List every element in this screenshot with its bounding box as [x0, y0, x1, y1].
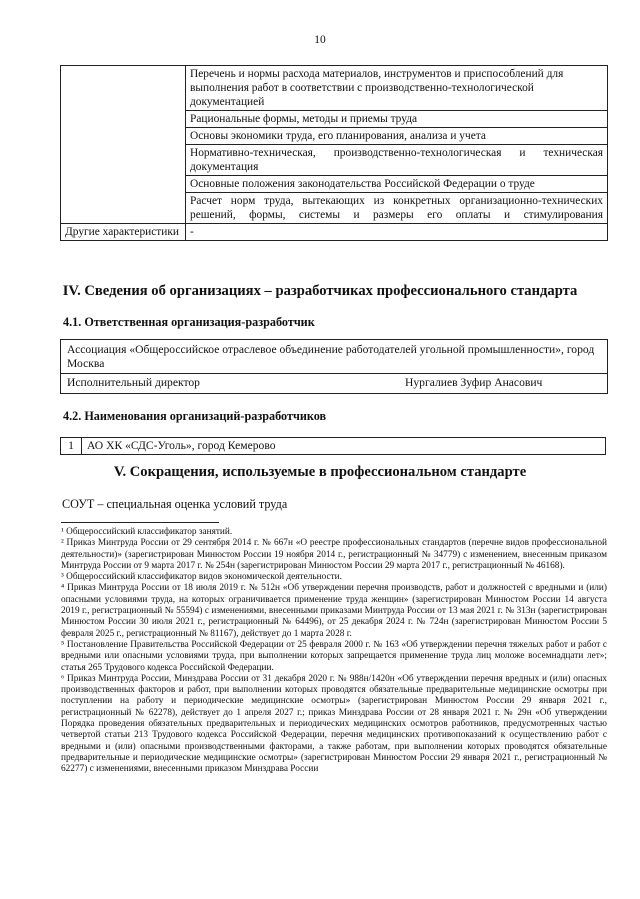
table-row: [61, 224, 608, 241]
developer-organization-name: АО ХК «СДС-Уголь», город Кемерово: [82, 438, 606, 455]
footnote-divider: [61, 522, 219, 523]
table-label-cell-empty: [61, 66, 186, 224]
knowledge-item: Нормативно-техническая, производственно-технологическая и техническая документация: [186, 145, 608, 176]
section-5-title: V. Сокращения, используемые в профессиональном стандарте: [113, 464, 527, 480]
subsection-4-1-title: 4.1. Ответственная организация-разработчик: [63, 315, 315, 329]
abbreviation-item: СОУТ – специальная оценка условий труда: [62, 497, 288, 511]
footnotes: [61, 527, 607, 776]
developer-organizations-table: [60, 437, 606, 455]
subsection-4-2-title: 4.2. Наименования организаций-разработчиков: [63, 409, 327, 423]
footnote-4: ⁴ Приказ Минтруда России от 18 июля 2019 г. № 512н «Об утверждении перечня производств, работ и должностей с вредными и (или) опасными условиями труда, на которых ограничивается применение труда женщин» (зарегистрирован Минюстом России 14 августа 2019 г., регистрационный № 55594) с изменениями, внесенными приказами Минтруда России от 13 мая 2021 г. № 313н (зарегистрирован Минюстом России 30 июля 2021 г., регистрационный № 64496), от 25 декабря 2024 г. № 724н (зарегистрирован Минюстом России 5 февраля 2025 г., регистрационный № 81167), действует до 1 марта 2028 г.: [61, 583, 607, 639]
head-name: Нургалиев Зуфир Анасович: [405, 376, 543, 389]
knowledge-item: Рациональные формы, методы и приемы труда: [186, 111, 608, 128]
responsible-organization-box: [60, 339, 608, 394]
knowledge-item: Основные положения законодательства Российской Федерации о труде: [186, 176, 608, 193]
page-number: 10: [314, 34, 326, 46]
knowledge-item: Расчет норм труда, вытекающих из конкретных организационно-технических решений, формы, системы и размеры его оплаты и стимулирования: [186, 193, 608, 224]
head-position: Исполнительный директор: [67, 376, 200, 389]
section-4-title: IV. Сведения об организациях – разработчиках профессионального стандарта: [62, 283, 578, 299]
organization-head-row: [61, 374, 607, 393]
organization-name: Ассоциация «Общероссийское отраслевое объединение работодателей угольной промышленности», город Москва: [61, 340, 607, 374]
other-characteristics-label: Другие характеристики: [61, 224, 186, 241]
knowledge-item: Перечень и нормы расхода материалов, инструментов и приспособлений для выполнения работ в соответствии с производственно-технологической документацией: [186, 66, 608, 111]
footnote-6: ⁶ Приказ Минтруда России, Минздрава России от 31 декабря 2020 г. № 988н/1420н «Об утверждении перечня вредных и (или) опасных производственных факторов и работ, при выполнении которых проводятся обязательные предварительные медицинские осмотры при поступлении на работу и периодические медицинские осмотры» (зарегистрирован Минюстом России 29 января 2021 г., регистрационный № 62278), действует до 1 апреля 2027 г.; приказ Минздрава России от 28 января 2021 г. № 29н «Об утверждении Порядка проведения обязательных предварительных и периодических медицинских осмотров работников, предусмотренных частью четвертой статьи 213 Трудового кодекса Российской Федерации, перечня медицинских противопоказаний к осуществлению работ с вредными и (или) опасными производственными факторами, а также работам, при выполнении которых проводятся обязательные предварительные и периодические медицинские осмотры» (зарегистрирован Минюстом России 29 января 2021 г., регистрационный № 62277) с изменениями, внесенными приказом Минздрава России: [61, 673, 607, 775]
footnote-2: ² Приказ Минтруда России от 29 сентября 2014 г. № 667н «О реестре профессиональных стандартов (перечне видов профессиональной деятельности)» (зарегистрирован Минюстом России 19 ноября 2014 г., регистрационный № 34779) с изменением, внесенным приказом Минтруда России от 9 марта 2017 г. № 254н (зарегистрирован Минюстом России 29 марта 2017 г., регистрационный № 46168).: [61, 538, 607, 571]
footnote-5: ⁵ Постановление Правительства Российской Федерации от 25 февраля 2000 г. № 163 «Об утверждении перечня тяжелых работ и работ с вредными или опасными условиями труда, при выполнении которых запрещается применение труда лиц моложе восемнадцати лет»; статья 265 Трудового кодекса Российской Федерации.: [61, 639, 607, 673]
table-row: [61, 438, 606, 455]
knowledge-table: [60, 65, 608, 241]
other-characteristics-value: -: [186, 224, 608, 241]
footnote-3: ³ Общероссийский классификатор видов экономической деятельности.: [61, 572, 342, 583]
table-row: [61, 66, 608, 111]
knowledge-item: Основы экономики труда, его планирования, анализа и учета: [186, 128, 608, 145]
row-number: 1: [61, 438, 82, 455]
footnote-1: ¹ Общероссийский классификатор занятий.: [61, 527, 233, 537]
